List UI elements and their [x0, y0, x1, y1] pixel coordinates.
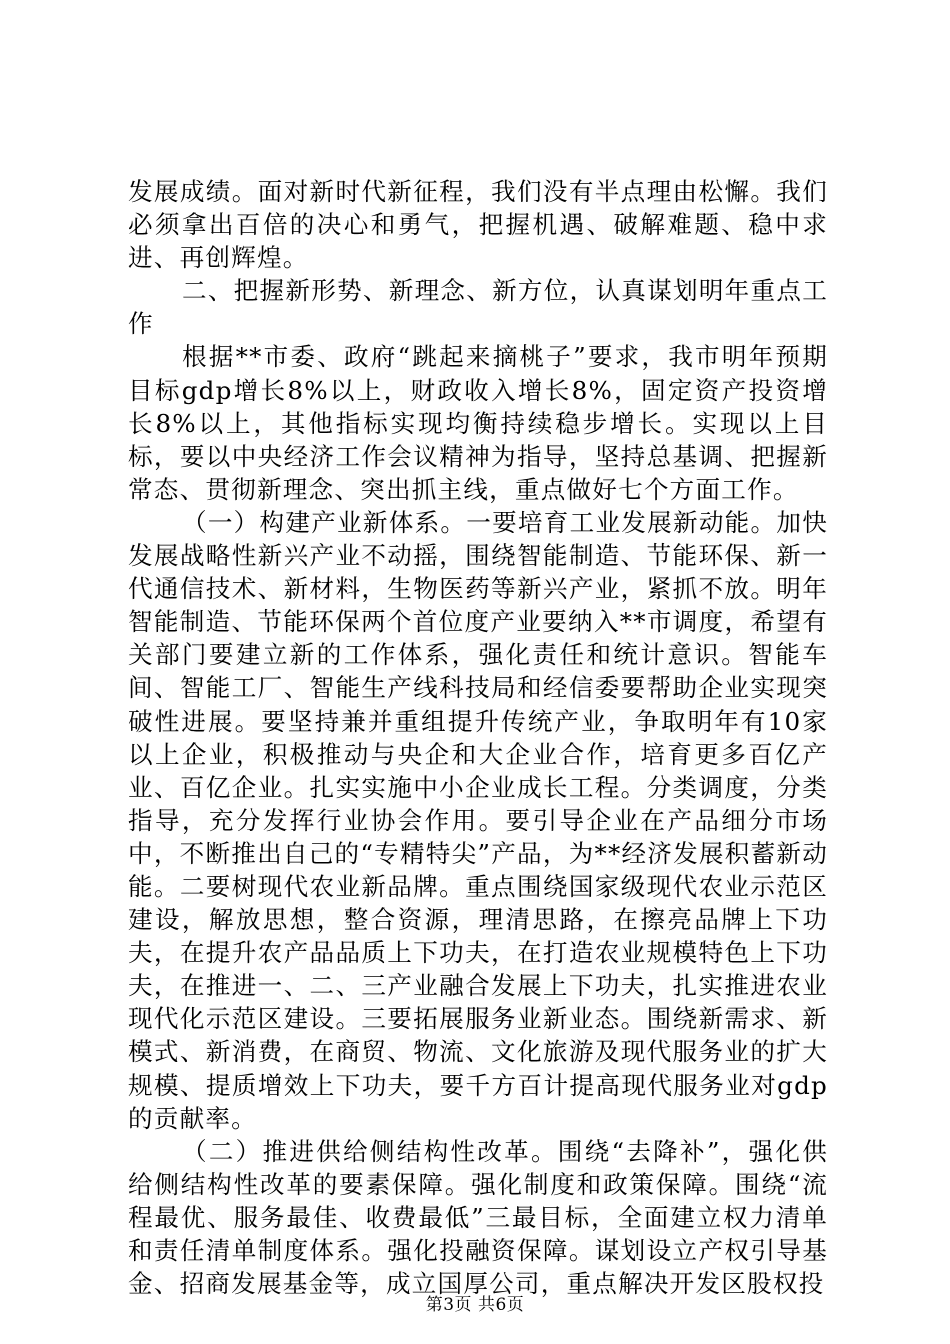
section-heading: 二、把握新形势、新理念、新方位，认真谋划明年重点工作: [128, 276, 828, 339]
paragraph-continuation: 发展成绩。面对新时代新征程，我们没有半点理由松懈。我们必须拿出百倍的决心和勇气，把握机遇、破解难题、稳中求进、再创辉煌。: [128, 177, 828, 273]
paragraph-supply-side-reform: （二）推进供给侧结构性改革。围绕“去降补”，强化供给侧结构性改革的要素保障。强化制度和政策保障。围绕“流程最优、服务最佳、收费最低”三最目标，全面建立权力清单和责任清单制度体系。强化投融资保障。谋划设立产权引导基金、招商发展基金等，成立国厚公司，重点解决开发区股权投: [128, 1136, 828, 1299]
paragraph-targets: 根据**市委、政府“跳起来摘桃子”要求，我市明年预期目标gdp增长8%以上，财政收入增长8%，固定资产投资增长8%以上，其他指标实现均衡持续稳步增长。实现以上目标，要以中央经济工作会议精神为指导，坚持总基调、把握新常态、贯彻新理念、突出抓主线，重点做好七个方面工作。: [128, 342, 828, 504]
paragraph-industry-system: （一）构建产业新体系。一要培育工业发展新动能。加快发展战略性新兴产业不动摇，围绕智能制造、节能环保、新一代通信技术、新材料，生物医药等新兴产业，紧抓不放。明年智能制造、节能环保两个首位度产业要纳入**市调度，希望有关部门要建立新的工作体系，强化责任和统计意识。智能车间、智能工厂、智能生产线科技局和经信委要帮助企业实现突破性进展。要坚持兼并重组提升传统产业，争取明年有10家以上企业，积极推动与央企和大企业合作，培育更多百亿产业、百亿企业。扎实实施中小企业成长工程。分类调度，分类指导，充分发挥行业协会作用。要引导企业在产品细分市场中，不断推出自己的“专精特尖”产品，为**经济发展积蓄新动能。二要树现代农业新品牌。重点围绕国家级现代农业示范区建设，解放思想，整合资源，理清思路，在擦亮品牌上下功夫，在提升农产品品质上下功夫，在打造农业规模特色上下功夫，在推进一、二、三产业融合发展上下功夫，扎实推进农业现代化示范区建设。三要拓展服务业新业态。围绕新需求、新模式、新消费，在商贸、物流、文化旅游及现代服务业的扩大规模、提质增效上下功夫，要千方百计提高现代服务业对gdp的贡献率。: [128, 507, 828, 1133]
document-body: [128, 175, 828, 1300]
page-number-footer: 第3页 共6页: [425, 1295, 525, 1315]
